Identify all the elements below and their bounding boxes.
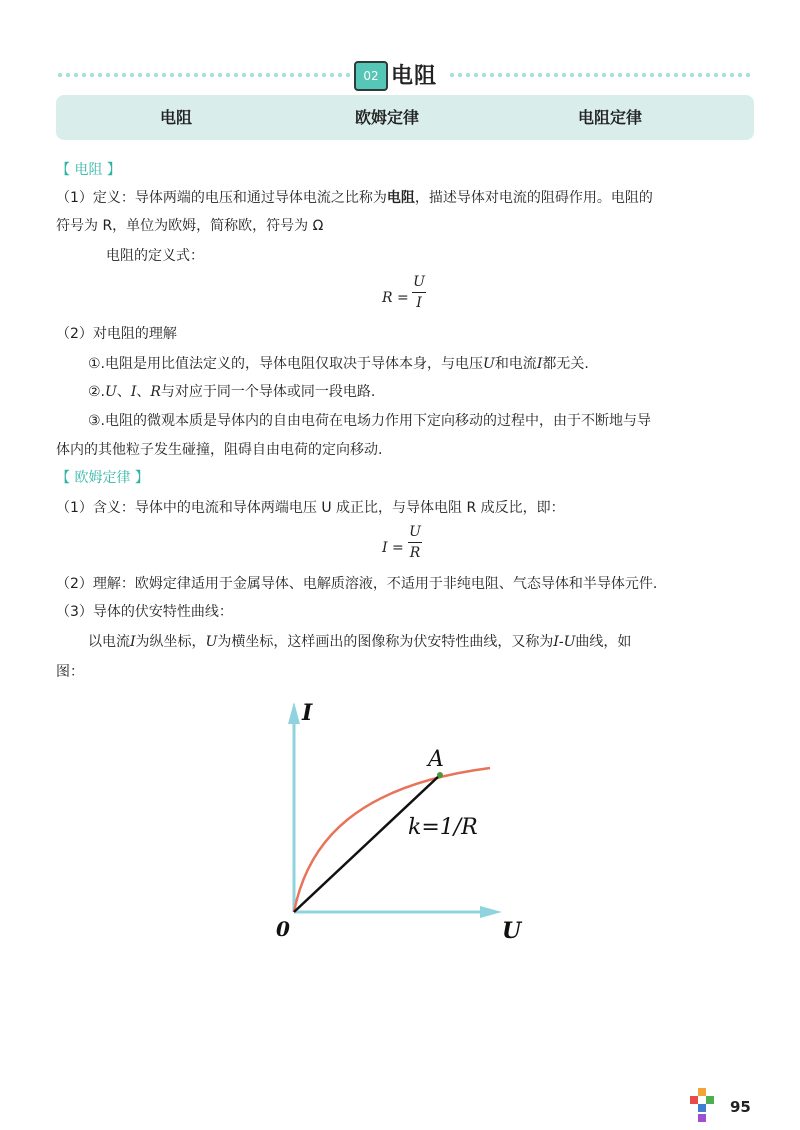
- ohm-formula-numerator: U: [409, 524, 421, 540]
- ohm-heading: 【 欧姆定律 】: [56, 470, 149, 486]
- publisher-logo-icon: [690, 1088, 718, 1124]
- section-number-badge: 02: [354, 61, 388, 91]
- section-title: 电阻: [391, 63, 438, 89]
- formula-lhs: R =: [382, 290, 409, 306]
- point-a-label: A: [428, 747, 444, 772]
- y-axis-arrow-icon: [288, 702, 300, 724]
- tab-resistance[interactable]: 电阻: [160, 108, 193, 127]
- definition-line-1: [56, 183, 653, 213]
- point-2: ②.U、I、R与对应于同一个导体或同一段电路.: [88, 384, 376, 400]
- ohm-meaning: （1）含义：导体中的电流和导体两端电压 U 成正比，与导体电阻 R 成反比，即：: [56, 500, 565, 516]
- formula-denominator: I: [416, 295, 422, 311]
- tab-ohms-law[interactable]: 欧姆定律: [355, 108, 420, 127]
- ohm-formula-lhs: I =: [382, 540, 404, 556]
- point-1: ①.电阻是用比值法定义的，导体电阻仅取决于导体本身，与电压U和电流I都无关.: [88, 356, 589, 372]
- x-axis-arrow-icon: [480, 906, 502, 918]
- point-3-line-1: ③.电阻的微观本质是导体内的自由电荷在电场力作用下定向移动的过程中，由于不断地与导: [88, 413, 651, 429]
- ohm-understanding: （2）理解：欧姆定律适用于金属导体、电解质溶液，不适用于非纯电阻、气态导体和半导体元件.: [56, 576, 658, 592]
- resistance-heading: 【 电阻 】: [56, 162, 121, 178]
- origin-label: 0: [276, 917, 290, 941]
- iv-curve: [294, 768, 490, 912]
- iv-curve-description-2: 图：: [56, 664, 84, 680]
- slope-line: [294, 775, 440, 912]
- page-number: 95: [730, 1098, 751, 1116]
- point-3-line-2: 体内的其他粒子发生碰撞，阻碍自由电荷的定向移动.: [56, 442, 383, 458]
- header-divider-right: [448, 72, 754, 78]
- definition-line-2: 符号为 R，单位为欧姆，简称欧，符号为 Ω: [56, 218, 324, 234]
- definition-text-cont: ，描述导体对电流的阻碍作用。电阻的: [414, 190, 653, 206]
- x-axis-label: U: [502, 918, 522, 944]
- formula-numerator: U: [413, 274, 425, 290]
- y-axis-label: I: [302, 700, 313, 726]
- topic-tab-bar: [56, 95, 754, 140]
- point-a-marker: [437, 772, 443, 778]
- definition-text: （1）定义：导体两端的电压和通过导体电流之比称为: [56, 190, 387, 206]
- iv-curve-figure: [268, 690, 538, 950]
- definition-term: 电阻: [386, 190, 415, 206]
- understanding-heading: （2）对电阻的理解: [56, 326, 177, 342]
- header-divider-left: [56, 72, 352, 78]
- formula-label: 电阻的定义式：: [106, 248, 204, 264]
- tab-resistance-law[interactable]: 电阻定律: [578, 108, 643, 127]
- iv-curve-heading: （3）导体的伏安特性曲线：: [56, 604, 233, 620]
- ohm-formula-denominator: R: [409, 545, 421, 561]
- iv-curve-description: 以电流I为纵坐标，U为横坐标，这样画出的图像称为伏安特性曲线，又称为I-U曲线，如: [88, 634, 632, 650]
- slope-label: k=1/R: [408, 815, 478, 840]
